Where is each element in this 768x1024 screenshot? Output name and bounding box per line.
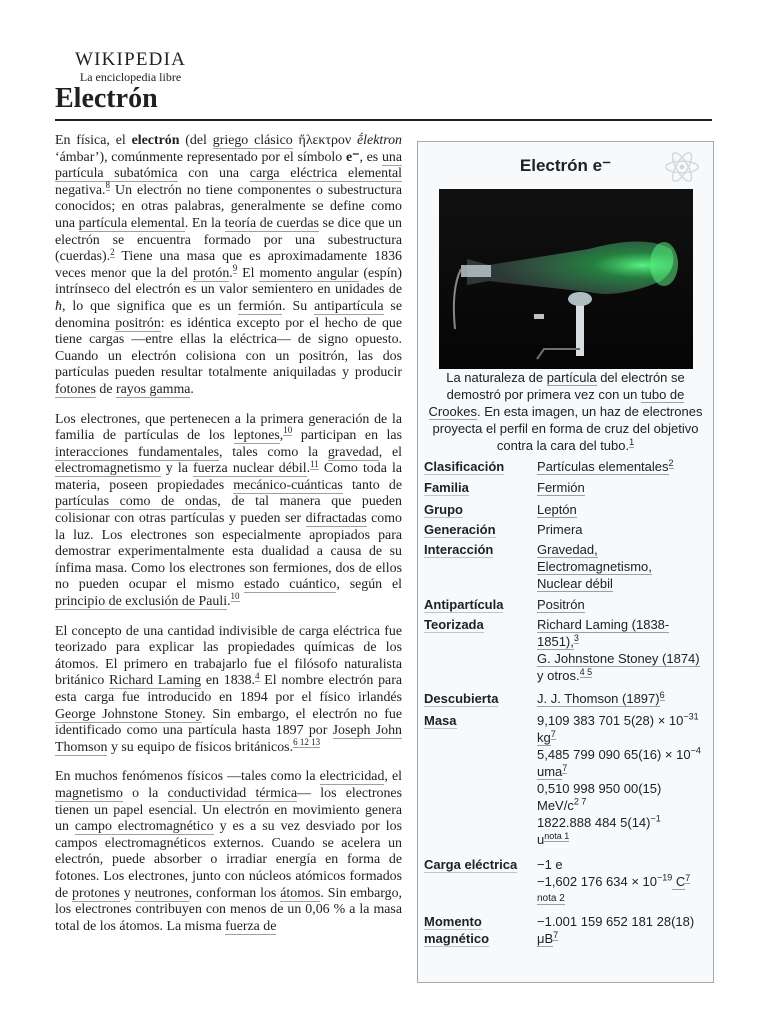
text: o la xyxy=(122,785,168,801)
row-value: y otros. xyxy=(537,668,580,683)
link-difractadas[interactable]: difractadas xyxy=(305,511,367,527)
text: Los electrones, que pertenecen a la primera generación de la familia de partículas de los xyxy=(55,411,402,444)
article-body xyxy=(55,133,402,948)
paragraph-4 xyxy=(55,769,402,935)
hbar-symbol: ħ xyxy=(55,298,62,314)
row-value: 0,510 998 950 00(15) xyxy=(537,781,662,796)
ref-link[interactable]: 6 12 13 xyxy=(293,737,321,748)
text: . xyxy=(229,265,233,281)
ref-link[interactable]: 4 5 xyxy=(579,666,593,677)
text: (del xyxy=(179,133,213,148)
link-magnetismo[interactable]: magnetismo xyxy=(55,785,123,801)
link-principio-exclusion-pauli[interactable]: principio de exclusión de Pauli xyxy=(55,594,228,610)
text: , xyxy=(279,428,284,444)
link-coulomb[interactable]: C xyxy=(672,874,686,889)
site-name: WIKIPEDIA xyxy=(74,49,187,70)
text: El concepto de una cantidad indivisible de carga eléctrica fue teorizado para explicar las propiedades químicas de los átomos. El primero en trabajarlo fue el filósofo naturalista británico xyxy=(55,623,402,689)
text: ἤλεκτρον xyxy=(292,133,357,148)
link-electricidad[interactable]: electricidad xyxy=(319,769,385,785)
text: . Sin embargo, los electrones contribuyen con menos de un 0,06 % a la masa total de los átomos. La misma xyxy=(55,885,402,934)
text: , es xyxy=(359,149,382,165)
text: (espín) intrínseco del electrón es un valor semientero en unidades de xyxy=(55,265,402,298)
crookes-tube-photo[interactable] xyxy=(439,189,693,369)
link-positron-infobox[interactable]: Positrón xyxy=(537,597,585,612)
row-value: −1,602 176 634 × 10 xyxy=(537,874,658,889)
link-particula-elemental[interactable]: partícula elemental xyxy=(78,215,185,231)
text: se dice que un electrón se encuentra formado por una subestructura (cuerdas). xyxy=(55,215,402,265)
text: . xyxy=(306,461,311,477)
ref-link[interactable]: 2 xyxy=(668,457,674,468)
link-richard-laming-infobox[interactable]: Richard Laming (1838- xyxy=(537,617,670,632)
row-label: Descubierta xyxy=(424,691,499,706)
link-tubo-de-crookes[interactable]: tubo de Crookes xyxy=(428,387,685,419)
text: El xyxy=(237,265,260,281)
row-value: −1 e xyxy=(537,857,563,872)
row-value: 9,109 383 701 5(28) × 10 xyxy=(537,713,684,728)
exponent: −19 xyxy=(657,872,673,883)
text: se denomina xyxy=(55,298,402,331)
text: — los electrones tienen un papel esencial. Un electrón en movimiento genera un xyxy=(55,785,402,835)
link-particulas-elementales[interactable]: Partículas elementales xyxy=(537,459,669,474)
text: negativa. xyxy=(55,182,106,198)
row-label: Familia xyxy=(424,480,469,495)
text: En física, el xyxy=(55,133,132,148)
link-protones[interactable]: protones xyxy=(72,885,120,901)
exponent: 2 7 xyxy=(573,796,587,807)
ref-link[interactable]: 7 xyxy=(553,929,559,940)
ref-link[interactable]: 8 xyxy=(105,180,111,191)
note-link[interactable]: nota 2 xyxy=(537,893,565,904)
ref-link[interactable]: 3 xyxy=(573,632,579,643)
text: En muchos fenómenos físicos —tales como la xyxy=(55,769,320,785)
ref-link[interactable]: 7 xyxy=(550,728,556,739)
link-gravedad-infobox[interactable]: Gravedad, xyxy=(537,542,598,557)
link-electromagnetismo-infobox[interactable]: Electromagnetismo, xyxy=(537,559,652,574)
text: . xyxy=(227,594,231,610)
symbol: e⁻ xyxy=(345,149,360,165)
row-label: Clasificación xyxy=(424,459,505,474)
link-mecanico-cuanticas[interactable]: mecánico-cuánticas xyxy=(233,477,343,493)
link-positron[interactable]: positrón xyxy=(115,315,161,331)
title-divider xyxy=(55,119,712,121)
link-uma[interactable]: uma xyxy=(537,764,563,779)
link-magneton-bohr[interactable]: μB xyxy=(537,931,554,946)
exponent: −1 xyxy=(650,813,661,824)
link-electromagnetismo[interactable]: electromagnetismo xyxy=(55,461,161,477)
link-campo-electromagnetico[interactable]: campo electromagnético xyxy=(74,819,214,835)
text: ‘ámbar’), comúnmente representado por el símbolo xyxy=(55,149,346,165)
link-proton[interactable]: protón xyxy=(193,265,230,281)
text: tanto de xyxy=(342,477,402,493)
link-particula[interactable]: partícula xyxy=(546,370,597,385)
text: , el xyxy=(378,444,402,460)
row-label: Generación xyxy=(424,522,496,537)
link-nuclear-debil[interactable]: Nuclear débil xyxy=(537,576,613,591)
text: y la xyxy=(160,461,194,477)
text: en 1838. xyxy=(201,673,255,689)
link-kg[interactable]: kg xyxy=(537,730,551,745)
link-richard-laming[interactable]: Richard Laming xyxy=(109,673,202,689)
link-lepton[interactable]: Leptón xyxy=(537,502,577,517)
link-jj-thomson[interactable]: J. J. Thomson (1897) xyxy=(537,691,660,706)
text: , tales como la xyxy=(219,444,328,460)
link-conductividad-termica[interactable]: conductividad térmica xyxy=(167,785,298,801)
text: y su equipo de físicos británicos. xyxy=(107,739,294,755)
text: como la luz. Los electrones son especialmente apropiados para demostrar experimentalmente esta dualidad a causa de su ínfima masa. Como los electrones son fermiones, dos de ellos no pueden ocupar el mismo xyxy=(55,511,402,593)
caption-text: La naturaleza de xyxy=(446,370,547,385)
ref-link[interactable]: 9 xyxy=(232,263,238,274)
row-value: MeV/c xyxy=(537,798,574,813)
row-value: 1822.888 484 5(14) xyxy=(537,815,651,830)
text: . xyxy=(190,381,194,397)
link-momento-angular[interactable]: momento angular xyxy=(259,265,359,281)
caption-text: del electrón se demostró por primera vez con un xyxy=(446,370,685,402)
link-estado-cuantico[interactable]: estado cuántico xyxy=(243,577,337,593)
link-fuerza-nuclear-debil[interactable]: fuerza nuclear débil xyxy=(193,461,307,477)
ref-link[interactable]: 6 xyxy=(659,689,665,700)
infobox xyxy=(417,141,714,983)
text: Como toda la materia, poseen propiedades xyxy=(55,461,402,493)
ref-link[interactable]: 7 xyxy=(685,872,691,883)
link-richard-laming-infobox-cont[interactable]: 1851), xyxy=(537,634,574,649)
exponent: −31 xyxy=(683,711,699,722)
link-particula-subatomica[interactable]: una partícula subatómica xyxy=(55,149,402,182)
text: Tiene una masa que es aproximadamente 1836 veces menor que la del xyxy=(55,249,402,281)
italic-term: ḗlektron xyxy=(357,133,402,148)
text: . Sin embargo, el electrón no fue identificado como una partícula hasta 1897 por xyxy=(55,706,402,739)
link-fotones[interactable]: fotones xyxy=(55,381,96,397)
link-joseph-john-thomson[interactable]: Joseph John Thomson xyxy=(55,723,402,755)
link-johnstone-stoney-infobox[interactable]: G. Johnstone Stoney (1874) xyxy=(537,651,700,666)
row-label: Interacción xyxy=(424,542,494,557)
row-label: Teorizada xyxy=(424,617,484,632)
ref-link[interactable]: 10 xyxy=(230,591,240,602)
text: , de tal manera que pueden colisionar con otras partículas y pueden ser xyxy=(55,494,402,527)
site-tagline: La enciclopedia libre xyxy=(79,70,182,84)
text: . En la xyxy=(184,215,225,231)
link-atomos[interactable]: átomos xyxy=(280,885,321,901)
link-gravedad[interactable]: gravedad xyxy=(327,444,379,460)
ref-link[interactable]: 11 xyxy=(310,458,319,469)
text: Un electrón no tiene componentes o subestructura conocidos; en otras palabras, generalmente se define como una xyxy=(55,182,402,231)
row-value: 5,485 799 090 65(16) × 10 xyxy=(537,747,691,762)
ref-link[interactable]: 1 xyxy=(629,436,635,447)
link-griego-clasico[interactable]: griego clásico xyxy=(212,133,293,148)
wikipedia-logo[interactable] xyxy=(73,50,188,84)
ref-link[interactable]: 4 xyxy=(255,670,260,681)
row-label: Antipartícula xyxy=(424,597,504,612)
text: y xyxy=(119,885,135,901)
text: , conforman los xyxy=(188,885,281,901)
text: . Su xyxy=(282,298,315,314)
link-particulas-como-de-ondas[interactable]: partículas como de ondas xyxy=(55,494,218,510)
infobox-caption xyxy=(426,369,705,454)
text: El nombre electrón para esta carga fue introducido en 1894 por el físico irlandés xyxy=(55,673,402,705)
atom-icon xyxy=(663,148,701,186)
link-george-johnstone-stoney[interactable]: George Johnstone Stoney xyxy=(55,706,203,722)
text: , según el xyxy=(336,577,402,593)
caption-text: . En esta imagen, un haz de electrones proyecta el perfil en forma de cruz del objetivo contra la cara del tubo. xyxy=(432,404,703,453)
text: , lo que significa que es un xyxy=(61,298,239,314)
row-value: −1.001 159 652 181 28(18) xyxy=(537,914,695,929)
paragraph-3 xyxy=(55,624,402,757)
paragraph-1 xyxy=(55,133,402,399)
page-title: Electrón xyxy=(55,83,158,114)
note-link[interactable]: nota 1 xyxy=(544,830,570,841)
infobox-title: Electrón e⁻ xyxy=(519,156,612,175)
bold-term: electrón xyxy=(131,133,180,148)
link-interacciones-fundamentales[interactable]: interacciones fundamentales xyxy=(55,444,220,460)
row-label: Grupo xyxy=(424,502,463,517)
link-neutrones[interactable]: neutrones xyxy=(134,885,189,901)
link-fermion-infobox[interactable]: Fermión xyxy=(537,480,585,495)
text: , el xyxy=(384,769,402,785)
row-value: u xyxy=(537,832,545,847)
link-fuerza-de[interactable]: fuerza de xyxy=(225,918,277,934)
text: y es a su vez desviado por los campos electromagnéticos externos. Cuando se acelera un electrón, puede absorber o irradiar energía en forma de fotones. Los electrones, junto con núcleos atómicos formados de xyxy=(55,819,402,901)
text: con una xyxy=(177,166,250,182)
row-label: Masa xyxy=(424,713,457,728)
text: : es idéntica excepto por el hecho de que tiene cargas —entre ellas la eléctrica— de signo opuesto. Cuando un electrón colisiona con un positrón, las dos partículas pueden resultar totalmente aniquiladas y producir xyxy=(55,315,402,381)
row-label: Momento magnético xyxy=(424,914,490,946)
ref-link[interactable]: 2 xyxy=(110,246,115,257)
link-carga-electrica-elemental[interactable]: carga eléctrica elemental xyxy=(249,166,403,182)
link-antiparticula[interactable]: antipartícula xyxy=(314,298,384,314)
paragraph-2 xyxy=(55,412,402,611)
row-label: Carga eléctrica xyxy=(424,857,518,872)
link-fermion[interactable]: fermión xyxy=(238,298,283,314)
link-leptones[interactable]: leptones xyxy=(233,428,280,444)
ref-link[interactable]: 10 xyxy=(283,425,293,436)
link-teoria-de-cuerdas[interactable]: teoría de cuerdas xyxy=(224,215,319,231)
ref-link[interactable]: 7 xyxy=(562,762,568,773)
text: participan en las xyxy=(292,428,402,444)
exponent: −4 xyxy=(690,745,701,756)
crookes-tube-illustration xyxy=(439,189,693,369)
text: de xyxy=(95,381,116,397)
row-value: Primera xyxy=(537,522,583,537)
link-rayos-gamma[interactable]: rayos gamma xyxy=(115,381,191,397)
